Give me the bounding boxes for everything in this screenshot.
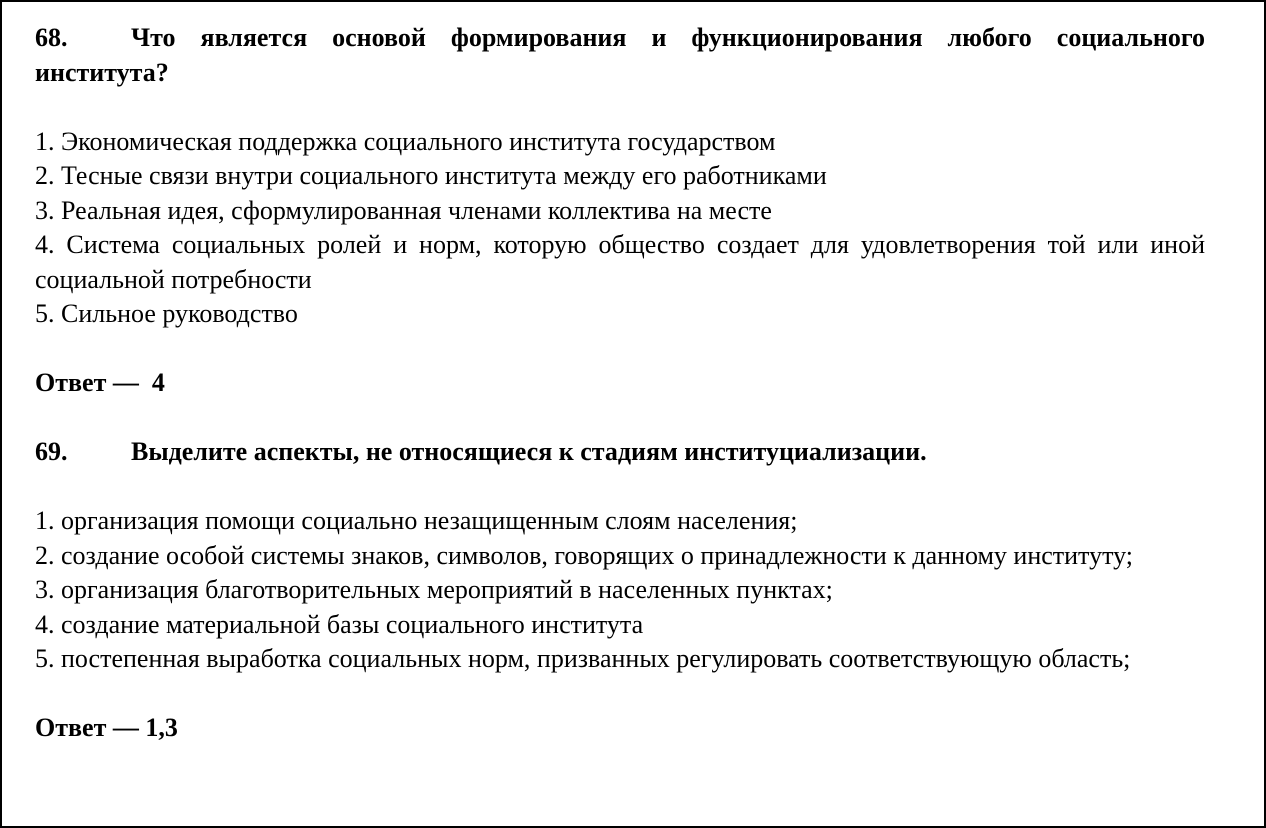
question-69-option-5: 5. постепенная выработка социальных норм, призванных регулировать соответствующую область; bbox=[35, 644, 1131, 673]
question-69-option-1: 1. организация помощи социально незащищенным слоям населения; bbox=[35, 506, 798, 535]
question-69-option-2: 2. создание особой системы знаков, символов, говорящих о принадлежности к данному институту; bbox=[35, 540, 1133, 570]
question-69-answer-value: 1,3 bbox=[145, 713, 178, 742]
question-69-text: Выделите аспекты, не относящиеся к стадиям институциализации. bbox=[131, 437, 927, 466]
question-68-text: Что является основой формирования и функционирования любого социального института? bbox=[35, 23, 1205, 87]
question-68-answer bbox=[35, 366, 1205, 401]
question-69 bbox=[35, 435, 1205, 746]
question-68-option-3: 3. Реальная идея, сформулированная членами коллектива на месте bbox=[35, 195, 772, 225]
question-68-answer-label: Ответ — bbox=[35, 368, 139, 397]
question-69-number: 69. bbox=[35, 437, 68, 466]
question-68-options bbox=[35, 125, 1205, 332]
question-69-answer-label: Ответ — bbox=[35, 713, 139, 742]
question-69-title bbox=[35, 435, 1205, 470]
question-68-title bbox=[35, 21, 1205, 90]
question-68 bbox=[35, 21, 1205, 401]
question-68-option-4: 4. Система социальных ролей и норм, которую общество создает для удовлетворения той или иной социальной потребности bbox=[35, 230, 1205, 294]
question-68-option-2: 2. Тесные связи внутри социального института между его работниками bbox=[35, 161, 827, 190]
question-69-option-3: 3. организация благотворительных мероприятий в населенных пунктах; bbox=[35, 575, 833, 604]
question-68-option-5: 5. Сильное руководство bbox=[35, 299, 298, 328]
question-68-option-1: 1. Экономическая поддержка социального института государством bbox=[35, 126, 776, 156]
question-69-answer bbox=[35, 711, 1205, 746]
question-69-options bbox=[35, 504, 1205, 677]
question-68-number: 68. bbox=[35, 23, 68, 52]
question-69-option-4: 4. создание материальной базы социального института bbox=[35, 609, 644, 639]
document-content bbox=[35, 21, 1205, 746]
question-68-answer-value: 4 bbox=[151, 368, 165, 397]
